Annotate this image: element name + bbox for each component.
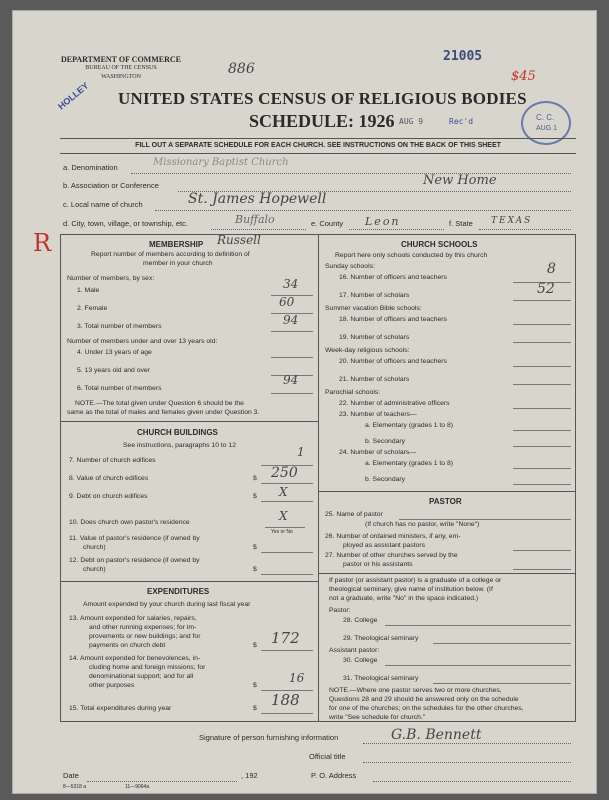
q6-label: 6. Total number of members <box>77 385 162 392</box>
q8-label: 8. Value of church edifices <box>69 475 149 482</box>
graduate-instruction-3: not a graduate, write "No" in the space indicated.) <box>329 595 479 602</box>
q4-label: 4. Under 13 years of age <box>77 349 152 356</box>
instruction-bar: FILL OUT A SEPARATE SCHEDULE FOR EACH CHURCH. SEE INSTRUCTIONS ON THE BACK OF THIS SHEET <box>60 138 576 154</box>
q15-value[interactable]: 188 <box>271 691 300 709</box>
state-field[interactable]: TEXAS <box>491 216 533 226</box>
q12-dollar: $ <box>253 566 257 573</box>
weekday-schools-label: Week-day religious schools: <box>325 347 410 354</box>
q14-label-2: cluding home and foreign missions; for <box>89 664 206 671</box>
q18-label: 18. Number of officers and teachers <box>339 316 447 323</box>
q12-label: 12. Debt on pastor's residence (if owned by <box>69 557 200 564</box>
q28-label: 28. College <box>343 617 378 624</box>
q24a-label: a. Elementary (grades 1 to 8) <box>365 460 454 467</box>
census-schedule-sheet <box>12 10 597 794</box>
pastor-header: PASTOR <box>429 497 462 506</box>
q11-dollar: $ <box>253 544 257 551</box>
q2-female-value[interactable]: 60 <box>279 295 295 309</box>
date-label: Date <box>63 771 79 780</box>
q7-label: 7. Number of church edifices <box>69 457 156 464</box>
pastor-subheader: Pastor: <box>329 607 351 614</box>
summer-schools-label: Summer vacation Bible schools: <box>325 305 422 312</box>
q8-value[interactable]: 250 <box>271 465 298 481</box>
q3-label: 3. Total number of members <box>77 323 162 330</box>
membership-note-2: same as the total of males and females given under Question 3. <box>67 409 260 416</box>
q3-total-value[interactable]: 94 <box>283 313 299 327</box>
signature-label: Signature of person furnishing information <box>199 733 339 742</box>
q13-dollar: $ <box>253 642 257 649</box>
signature-field[interactable]: G.B. Bennett <box>391 727 482 743</box>
q15-dollar: $ <box>253 705 257 712</box>
q23-label: 23. Number of teachers— <box>339 411 417 418</box>
q14-label: 14. Amount expended for benevolences, in- <box>69 655 201 662</box>
city-field[interactable]: Buffalo <box>235 213 275 226</box>
q22-label: 22. Number of administrative officers <box>339 400 450 407</box>
q17-value[interactable]: 52 <box>537 281 555 297</box>
q7-value[interactable]: 1 <box>297 445 305 459</box>
po-address-label: P. O. Address <box>311 771 357 780</box>
q19-label: 19. Number of scholars <box>339 334 410 341</box>
q6-total-value[interactable]: 94 <box>283 373 299 387</box>
q26-label-2: ployed as assistant pastors <box>343 542 425 549</box>
received-date-stamp: AUG 9 <box>399 117 424 126</box>
q27-label-2: pastor or his assistants <box>343 561 413 568</box>
pastor-note: NOTE.—Where one pastor serves two or more churches, <box>329 687 502 694</box>
schools-intro: Report here only schools conducted by this church <box>335 252 488 259</box>
pastor-note-4: write "See schedule for church." <box>329 714 426 721</box>
q1-male-value[interactable]: 34 <box>283 277 299 291</box>
q29-label: 29. Theological seminary <box>343 635 419 642</box>
q13-value[interactable]: 172 <box>271 629 300 647</box>
q5-label: 5. 13 years old and over <box>77 367 150 374</box>
buildings-intro: See instructions, paragraphs 10 to 12 <box>123 442 236 449</box>
q30-label: 30. College <box>343 657 378 664</box>
q8-dollar: $ <box>253 475 257 482</box>
handwritten-number: 886 <box>228 61 255 77</box>
holley-stamp: HOLLEY <box>56 80 91 112</box>
denomination-label: a. Denomination <box>63 163 118 172</box>
pastor-note-3: for one of the churches; on the schedules for the other churches, <box>329 705 524 712</box>
q31-label: 31. Theological seminary <box>343 675 419 682</box>
q26-label: 26. Number of ordained ministers, if any, em- <box>325 533 461 540</box>
county-field[interactable]: Leon <box>365 215 401 228</box>
form-number: 8—5318 a <box>63 784 87 790</box>
q11-label-2: church) <box>83 544 106 551</box>
membership-note: NOTE.—The total given under Question 6 should be the <box>75 400 244 407</box>
red-r-mark: R <box>33 229 52 257</box>
form-title: UNITED STATES CENSUS OF RELIGIOUS BODIES <box>118 89 527 108</box>
local-name-label: c. Local name of church <box>63 200 143 209</box>
q9-dollar: $ <box>253 493 257 500</box>
q17-label: 17. Number of scholars <box>339 292 410 299</box>
state-label: f. State <box>449 219 473 228</box>
q16-value[interactable]: 8 <box>547 261 556 277</box>
department-heading: DEPARTMENT OF COMMERCE BUREAU OF THE CENSUS WASHINGTON <box>61 55 182 80</box>
q23b-label: b. Secondary <box>365 438 406 445</box>
q12-label-2: church) <box>83 566 106 573</box>
serial-number: 21005 <box>443 49 483 64</box>
q10-value[interactable]: X <box>279 509 288 523</box>
date-year: , 192 <box>241 771 258 780</box>
membership-header: MEMBERSHIP <box>149 240 204 249</box>
q14-label-3: denominational support; and for all <box>89 673 194 680</box>
graduate-instruction: If pastor (or assistant pastor) is a graduate of a college or <box>329 577 502 584</box>
q13-label: 13. Amount expended for salaries, repairs, <box>69 615 197 622</box>
age-intro: Number of members under and over 13 years old: <box>67 338 218 345</box>
official-title-label: Official title <box>309 752 346 761</box>
yes-no-hint: Yes or No <box>271 529 293 535</box>
association-label: b. Association or Conference <box>63 181 159 190</box>
q16-label: 16. Number of officers and teachers <box>339 274 447 281</box>
membership-handwriting: Russell <box>217 233 261 247</box>
q27-label: 27. Number of other churches served by the <box>325 552 458 559</box>
q11-label: 11. Value of pastor's residence (if owned by <box>69 535 200 542</box>
q13-label-2: and other running expenses; for im- <box>89 624 197 631</box>
q24b-label: b. Secondary <box>365 476 406 483</box>
pastor-note-2: Questions 28 and 29 should be answered only on the schedule <box>329 696 519 703</box>
sunday-schools-label: Sunday schools: <box>325 263 375 270</box>
assistant-subheader: Assistant pastor: <box>329 647 380 654</box>
received-stamp: Rec'd <box>449 117 474 126</box>
q9-value[interactable]: X <box>279 485 288 499</box>
q10-label: 10. Does church own pastor's residence <box>69 519 190 526</box>
q21-label: 21. Number of scholars <box>339 376 410 383</box>
local-name-field[interactable]: St. James Hopewell <box>188 191 327 207</box>
q24-label: 24. Number of scholars— <box>339 449 417 456</box>
q14-value[interactable]: 16 <box>289 671 305 685</box>
parochial-schools-label: Parochial schools: <box>325 389 381 396</box>
q20-label: 20. Number of officers and teachers <box>339 358 447 365</box>
q13-label-3: provements or new buildings; and for <box>89 633 201 640</box>
q15-label: 15. Total expenditures during year <box>69 705 172 712</box>
county-label: e. County <box>311 219 344 228</box>
buildings-header: CHURCH BUILDINGS <box>137 428 218 437</box>
q23a-label: a. Elementary (grades 1 to 8) <box>365 422 454 429</box>
print-number: 11—9064a <box>125 784 150 790</box>
q14-label-4: other purposes <box>89 682 135 689</box>
association-field[interactable]: New Home <box>423 173 497 188</box>
city-label: d. City, town, village, or township, etc. <box>63 219 188 228</box>
schedule-title: SCHEDULE: 1926 <box>249 111 395 131</box>
red-annotation: $45 <box>511 69 536 84</box>
denomination-field[interactable]: Missionary Baptist Church <box>153 157 289 168</box>
q25-hint: (If church has no pastor, write "None") <box>365 521 480 528</box>
q9-label: 9. Debt on church edifices <box>69 493 148 500</box>
graduate-instruction-2: theological seminary, give name of institution below. (If <box>329 586 493 593</box>
expenditures-intro: Amount expended by your church during last fiscal year <box>83 601 251 608</box>
q2-label: 2. Female <box>77 305 108 312</box>
membership-intro: Report number of members according to definition of <box>91 251 250 258</box>
q14-dollar: $ <box>253 682 257 689</box>
q13-label-4: payments on church debt <box>89 642 166 649</box>
membership-intro-2: member in your church <box>143 260 213 267</box>
expenditures-header: EXPENDITURES <box>147 587 210 596</box>
cc-stamp-seal: C. C. AUG 1 <box>521 101 571 145</box>
by-sex-label: Number of members, by sex: <box>67 275 155 282</box>
q25-label: 25. Name of pastor <box>325 511 383 518</box>
schools-header: CHURCH SCHOOLS <box>401 240 478 249</box>
q1-label: 1. Male <box>77 287 100 294</box>
